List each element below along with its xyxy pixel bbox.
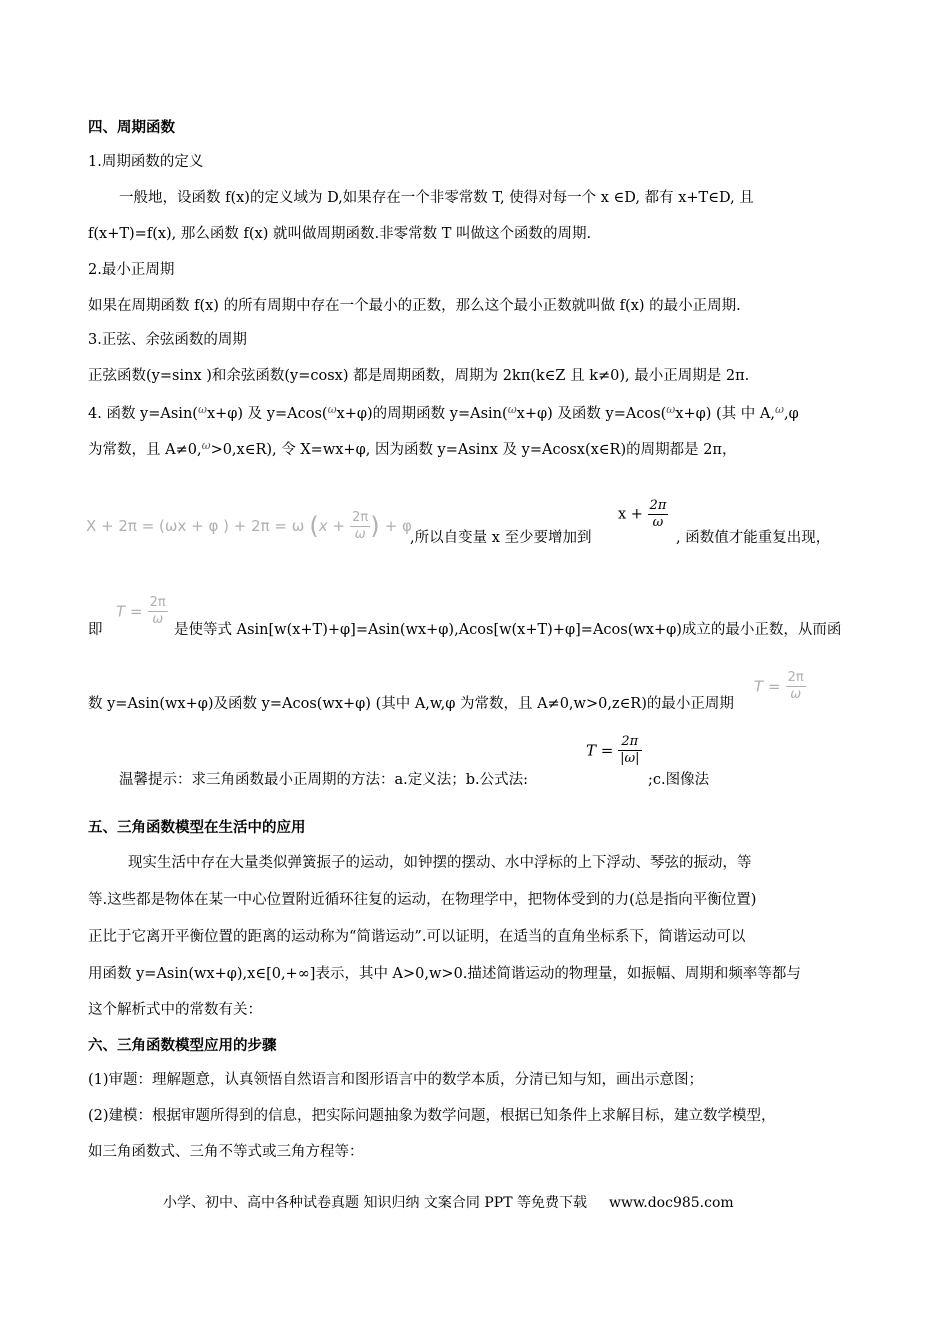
- step-2-line2: 如三角函数式、三角不等式或三角方程等：: [88, 1144, 364, 1160]
- tip-end: ;c.图像法: [648, 772, 710, 788]
- x-plus: x +: [618, 506, 643, 523]
- expression-x-plus-2pi-omega: [618, 498, 668, 531]
- equation-inner: x +: [318, 517, 346, 535]
- text-segment: x+φ) 及 y=Acos(: [206, 406, 328, 422]
- text-segment: x+φ) 及函数 y=Acos(: [516, 406, 667, 422]
- subheading-min-period: 2.最小正周期: [88, 262, 175, 278]
- formula-T-abs-omega: [586, 734, 642, 767]
- paragraph-sin-cos-period: 正弦函数(y=sinx )和余弦函数(y=cosx) 都是周期函数，周期为 2kπ(k∈Z 且 k≠0), 最小正周期是 2π.: [88, 368, 750, 384]
- fraction: $\frac{2\pi}{\omega}$: [149, 595, 166, 627]
- equation-period-derivation: [86, 510, 412, 543]
- paragraph-min-period-result: 数 y=Asin(wx+φ)及函数 y=Acos(wx+φ) (其中 A,w,φ 为常数，且 A≠0,w>0,z∈R)的最小正周期: [88, 696, 734, 712]
- section-heading-steps: 六、三角函数模型应用的步骤: [88, 1038, 277, 1054]
- step-1: (1)审题：理解题意，认真领悟自然语言和图形语言中的数学本质，分清已知与知，画出示意图；: [88, 1072, 704, 1088]
- fraction-2pi-omega: $\frac{2\pi}{\omega}$: [352, 510, 369, 542]
- equation-right: + φ: [384, 517, 412, 535]
- paragraph-application-line3: 正比于它离开平衡位置的距离的运动称为“简谐运动”.可以证明，在适当的直角坐标系下，简谐运动可以: [88, 929, 746, 945]
- paragraph-definition-line2: f(x+T)=f(x), 那么函数 f(x) 就叫做周期函数.非零常数 T 叫做这个函数的周期.: [88, 226, 592, 242]
- paragraph-item4-line2: [88, 436, 736, 460]
- text-segment: x+φ)的周期函数 y=Asin(: [336, 406, 508, 422]
- text-segment: x+φ) (其 中 A,: [675, 406, 775, 422]
- T-equals: T =: [754, 677, 781, 696]
- equation-text-1: ,所以自变量 x 至少要增加到: [410, 530, 592, 546]
- fraction: $\frac{2\pi}{\omega}$: [649, 498, 667, 530]
- section-heading-application: 五、三角函数模型在生活中的应用: [88, 820, 306, 836]
- footer-text: 小学、初中、高中各种试卷真题 知识归纳 文案合同 PPT 等免费下载: [163, 1195, 587, 1211]
- paragraph-application-line1: 现实生活中存在大量类似弹簧振子的运动，如钟摆的摆动、水中浮标的上下浮动、琴弦的振动，等: [128, 855, 752, 871]
- footer-link[interactable]: www.doc985.com: [608, 1195, 734, 1211]
- omega-symbol: ω: [507, 403, 517, 416]
- paren-close: ): [370, 512, 380, 540]
- subheading-sin-cos-period: 3.正弦、余弦函数的周期: [88, 332, 247, 348]
- text-segment: 为常数，且 A≠0,: [88, 442, 202, 458]
- paren-open: (: [309, 512, 319, 540]
- text-segment: 4. 函数 y=Asin(: [88, 406, 198, 422]
- subheading-definition: 1.周期函数的定义: [88, 154, 204, 170]
- page-footer: [163, 1192, 734, 1212]
- step-2-line1: (2)建模：根据审题所得到的信息，把实际问题抽象为数学问题，根据已知条件上求解目标，建立数学模型，: [88, 1108, 776, 1124]
- paragraph-application-line5: 这个解析式中的常数有关：: [88, 1002, 262, 1018]
- paragraph-application-line2: 等.这些都是物体在某一中心位置附近循环往复的运动，在物理学中，把物体受到的力(总是指向平衡位置): [88, 892, 757, 908]
- fraction: $\frac{2\pi}{|\omega|}$: [620, 734, 640, 766]
- T-equals: T =: [116, 602, 143, 621]
- paragraph-T-line: 是使等式 Asin[w(x+T)+φ]=Asin(wx+φ),Acos[w(x+T)+φ]=Acos(wx+φ)成立的最小正数，从而函: [174, 622, 842, 638]
- tip-methods: 温馨提示：求三角函数最小正周期的方法：a.定义法；b.公式法:: [119, 772, 529, 788]
- equation-left: X + 2π = (ωx + φ ) + 2π = ω: [86, 517, 305, 535]
- formula-T-2pi-omega: [116, 595, 168, 628]
- T-equals: T =: [586, 741, 614, 760]
- fraction: $\frac{2\pi}{\omega}$: [787, 670, 804, 702]
- paragraph-T-line-prefix: 即: [88, 622, 103, 638]
- omega-symbol: ω: [327, 403, 337, 416]
- paragraph-application-line4: 用函数 y=Asin(wx+φ),x∈[0,+∞]表示，其中 A>0,w>0.描述简谐运动的物理量，如振幅、周期和频率等都与: [88, 966, 801, 982]
- text-segment: ,φ: [783, 406, 799, 422]
- formula-T-result: [754, 670, 806, 703]
- paragraph-definition-line1: 一般地，设函数 f(x)的定义域为 D,如果存在一个非零常数 T, 使得对每一个 x ∈D, 都有 x+T∈D, 且: [119, 190, 754, 206]
- omega-symbol: ω: [774, 403, 784, 416]
- paragraph-min-period: 如果在周期函数 f(x) 的所有周期中存在一个最小的正数，那么这个最小正数就叫做 f(x) 的最小正周期.: [88, 298, 741, 314]
- text-segment: >0,x∈R), 令 X=wx+φ, 因为函数 y=Asinx 及 y=Acosx(x∈R)的周期都是 2π，: [210, 442, 737, 458]
- omega-symbol: ω: [666, 403, 676, 416]
- equation-text-2: , 函数值才能重复出现，: [676, 530, 831, 546]
- omega-symbol: ω: [197, 403, 207, 416]
- section-heading-periodic-function: 四、周期函数: [88, 120, 175, 136]
- paragraph-item4-line1: [88, 400, 799, 424]
- omega-symbol: ω: [201, 439, 211, 452]
